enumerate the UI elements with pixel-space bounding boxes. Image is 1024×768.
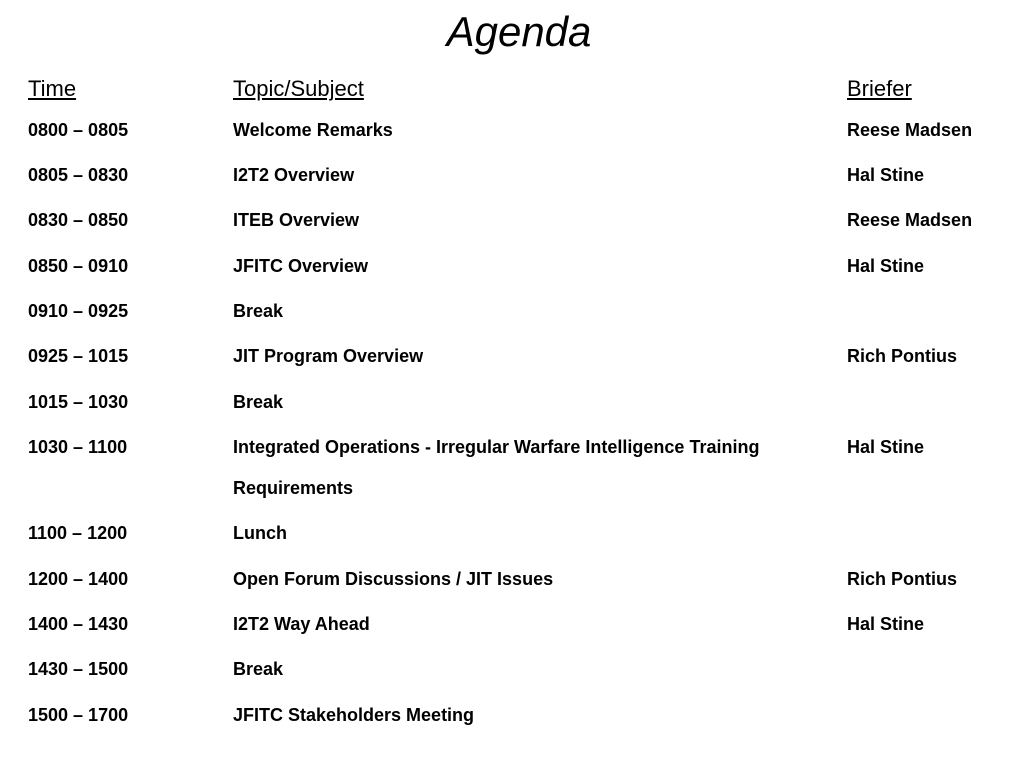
row-briefer: Hal Stine bbox=[847, 437, 925, 457]
row-topic: I2T2 Way Ahead bbox=[233, 614, 370, 634]
row-briefer: Hal Stine bbox=[847, 165, 925, 185]
row-time: 0830 – 0850 bbox=[28, 210, 129, 230]
header-time: Time bbox=[28, 76, 77, 101]
row-time: 1430 – 1500 bbox=[28, 659, 129, 679]
row-time: 0805 – 0830 bbox=[28, 165, 129, 185]
row-time: 1500 – 1700 bbox=[28, 705, 129, 725]
row-topic: Break bbox=[233, 301, 284, 321]
row-time: 1100 – 1200 bbox=[28, 523, 128, 543]
row-time: 0925 – 1015 bbox=[28, 346, 129, 366]
row-time: 0850 – 0910 bbox=[28, 256, 129, 276]
row-time: 1200 – 1400 bbox=[28, 569, 129, 589]
header-topic: Topic/Subject bbox=[233, 76, 364, 101]
row-briefer: Reese Madsen bbox=[847, 120, 973, 140]
row-time: 1015 – 1030 bbox=[28, 392, 129, 412]
row-topic: Lunch bbox=[233, 523, 287, 543]
row-time: 0910 – 0925 bbox=[28, 301, 129, 321]
page-title: Agenda bbox=[446, 8, 592, 55]
header-briefer: Briefer bbox=[847, 76, 912, 101]
row-topic: Open Forum Discussions / JIT Issues bbox=[233, 569, 554, 589]
row-topic: Break bbox=[233, 392, 284, 412]
row-topic: I2T2 Overview bbox=[233, 165, 355, 185]
row-topic: ITEB Overview bbox=[233, 210, 360, 230]
row-time: 0800 – 0805 bbox=[28, 120, 129, 140]
row-topic: JFITC Stakeholders Meeting bbox=[233, 705, 475, 725]
row-time: 1400 – 1430 bbox=[28, 614, 129, 634]
row-briefer: Rich Pontius bbox=[847, 346, 958, 366]
row-topic: JFITC Overview bbox=[233, 256, 369, 276]
row-topic: Integrated Operations - Irregular Warfare Intelligence Training Requirements bbox=[233, 437, 760, 498]
row-briefer: Rich Pontius bbox=[847, 569, 958, 589]
row-briefer: Hal Stine bbox=[847, 256, 925, 276]
row-time: 1030 – 1100 bbox=[28, 437, 128, 457]
row-topic: JIT Program Overview bbox=[233, 346, 424, 366]
row-topic: Break bbox=[233, 659, 284, 679]
row-briefer: Reese Madsen bbox=[847, 210, 973, 230]
row-briefer: Hal Stine bbox=[847, 614, 925, 634]
row-topic: Welcome Remarks bbox=[233, 120, 393, 140]
